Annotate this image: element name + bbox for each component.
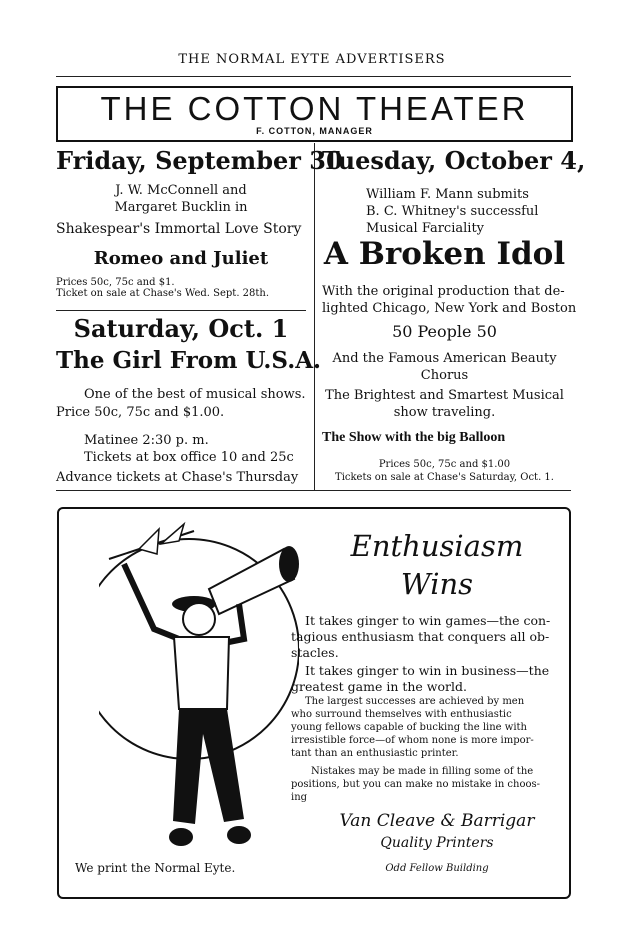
prices-saturday: Price 50c, 75c and $1.00. [56, 405, 225, 420]
ad-address: Odd Fellow Building [385, 863, 489, 874]
matinee: Matinee 2:30 p. m. [84, 433, 209, 448]
love-story: Shakespear's Immortal Love Story [56, 221, 302, 237]
cast-line-1: J. W. McConnell and [115, 183, 247, 198]
ad-p2-line2: greatest game in the world. [291, 679, 467, 694]
saturday-date: Saturday, Oct. 1 [73, 314, 289, 343]
theater-name: THE COTTON THEATER [100, 90, 529, 127]
ad-p4-line2: positions, but you can make no mistake in choos- [291, 779, 541, 790]
mann-line: William F. Mann submits [366, 187, 529, 202]
brightest-2: show traveling. [393, 405, 496, 420]
cast-line-2: Margaret Bucklin in [114, 200, 248, 215]
ad-title-enthusiasm: Enthusiasm [350, 529, 524, 563]
farciality-line: Musical Farciality [366, 221, 485, 236]
top-rule [56, 76, 571, 77]
original-line-1: With the original production that de- [322, 284, 565, 299]
ad-p1-line1: It takes ginger to win games—the con- [305, 613, 551, 628]
beauty-chorus-2: Chorus [420, 368, 469, 383]
fifty-people: 50 People 50 [392, 322, 497, 341]
ad-p3-line5: tant than an enthusiastic printer. [291, 748, 459, 759]
tickets-friday: Ticket on sale at Chase's Wed. Sept. 28th. [56, 288, 270, 299]
ad-footer: We print the Normal Eyte. [75, 861, 236, 875]
ad-p2-line1: It takes ginger to win in business—the [305, 663, 550, 678]
friday-date: Friday, September 30 [56, 146, 343, 175]
ad-tagline: Quality Printers [380, 835, 494, 851]
ad-title-wins: Wins [400, 567, 474, 601]
mid-rule [56, 310, 306, 311]
ad-p1-line2: tagious enthusiasm that conquers all ob- [291, 629, 550, 644]
balloon-line: The Show with the big Balloon [322, 430, 506, 445]
whitney-line: B. C. Whitney's successful [366, 204, 539, 219]
running-head: THE NORMAL EYTE ADVERTISERS [178, 52, 446, 67]
tickets-tuesday: Tickets on sale at Chase's Saturday, Oct. 1. [335, 472, 554, 483]
girl-from-usa-title: The Girl From U.S.A. [56, 347, 322, 374]
ad-p4-line1: Nistakes may be made in filling some of the [311, 766, 534, 777]
ad-p1-line3: stacles. [291, 645, 339, 660]
ad-p3-line3: young fellows capable of bucking the line with [291, 722, 527, 733]
column-divider [314, 143, 315, 490]
theater-banner [56, 86, 573, 142]
musical-desc: One of the best of musical shows. [84, 387, 306, 402]
advance-tickets: Advance tickets at Chase's Thursday [56, 470, 299, 485]
box-office: Tickets at box office 10 and 25c [84, 450, 294, 465]
bottom-rule [56, 490, 571, 491]
romeo-juliet-title: Romeo and Juliet [93, 248, 269, 269]
tuesday-date: Tuesday, October 4, [322, 146, 586, 175]
ad-firm-name: Van Cleave & Barrigar [339, 811, 535, 831]
brightest-1: The Brightest and Smartest Musical [325, 388, 564, 403]
cheering-man-illustration [99, 519, 299, 859]
broken-idol-title: A Broken Idol [323, 236, 566, 272]
prices-tuesday: Prices 50c, 75c and $1.00 [378, 459, 511, 470]
original-line-2: lighted Chicago, New York and Boston [322, 301, 577, 316]
prices-friday: Prices 50c, 75c and $1. [56, 277, 175, 288]
ad-p4-line3: ing [291, 792, 308, 803]
ad-p3-line2: who surround themselves with enthusiastic [291, 709, 512, 720]
ad-p3-line1: The largest successes are achieved by men [305, 696, 525, 707]
ad-p3-line4: irresistible force—of whom none is more impor- [291, 735, 534, 746]
beauty-chorus-1: And the Famous American Beauty [332, 351, 557, 366]
theater-manager: F. COTTON, MANAGER [256, 126, 373, 136]
printer-ad [57, 507, 571, 899]
